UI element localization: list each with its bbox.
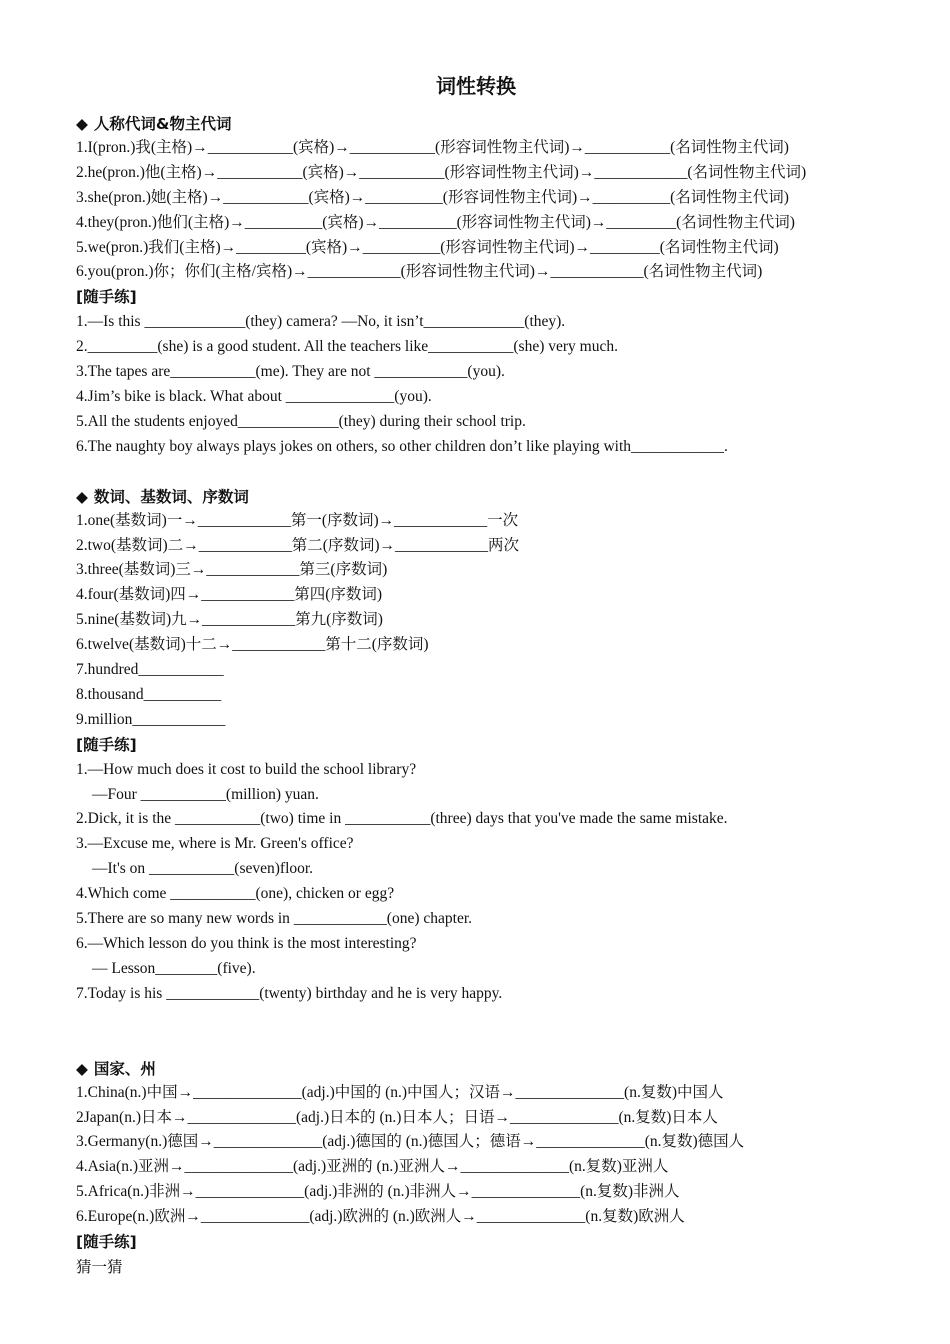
exercise-item: 5.Africa(n.)非洲→______________(adj.)非洲的 (n.)非洲人→______________(n.复数)非洲人	[76, 1183, 680, 1201]
practice-item: 2._________(she) is a good student. All the teachers like___________(she) very much.	[76, 338, 618, 356]
practice-intro: 猜一猜	[76, 1257, 123, 1276]
practice-item: 2.Dick, it is the ___________(two) time in ___________(three) days that you've made the same mistake.	[76, 810, 728, 828]
diamond-bullet-icon: ◆	[76, 115, 88, 133]
exercise-item: 4.Asia(n.)亚洲→______________(adj.)亚洲的 (n.)亚洲人→______________(n.复数)亚洲人	[76, 1158, 669, 1176]
practice-item-answer: —Four ___________(million) yuan.	[92, 785, 319, 803]
page-title: 词性转换	[436, 74, 516, 98]
section-heading-numerals	[76, 485, 876, 509]
exercise-item: 6.Europe(n.)欧洲→______________(adj.)欧洲的 (n.)欧洲人→______________(n.复数)欧洲人	[76, 1208, 685, 1226]
practice-item-answer: — Lesson________(five).	[92, 959, 256, 977]
spacer	[76, 460, 876, 485]
exercise-item: 3.three(基数词)三→____________第三(序数词)	[76, 561, 388, 579]
exercise-item: 2.he(pron.)他(主格)→___________(宾格)→___________(形容词性物主代词)→____________(名词性物主代词)	[76, 163, 807, 181]
exercise-item: 3.she(pron.)她(主格)→___________(宾格)→__________(形容词性物主代词)→__________(名词性物主代词)	[76, 188, 789, 206]
exercise-item: 4.four(基数词)四→____________第四(序数词)	[76, 586, 383, 604]
exercise-item: 6.you(pron.)你；你们(主格/宾格)→____________(形容词性物主代词)→____________(名词性物主代词)	[76, 263, 763, 281]
diamond-bullet-icon: ◆	[76, 487, 88, 506]
practice-item-answer: —It's on ___________(seven)floor.	[92, 860, 314, 878]
practice-label: [随手练]	[76, 735, 137, 754]
section-heading-text: 国家、州	[93, 1059, 156, 1078]
practice-item: 3.—Excuse me, where is Mr. Green's office?	[76, 835, 354, 853]
section-heading-countries	[76, 1057, 876, 1081]
diamond-bullet-icon: ◆	[76, 1059, 88, 1078]
section-heading-pronouns	[76, 112, 876, 136]
exercise-item: 9.million____________	[76, 710, 226, 728]
exercise-item: 7.hundred___________	[76, 661, 224, 679]
practice-item: 6.The naughty boy always plays jokes on others, so other children don’t like playing with____________.	[76, 437, 728, 455]
practice-item: 4.Which come ___________(one), chicken or egg?	[76, 885, 395, 903]
exercise-item: 3.Germany(n.)德国→______________(adj.)德国的 (n.)德国人；德语→______________(n.复数)德国人	[76, 1133, 745, 1151]
spacer	[76, 1007, 876, 1057]
worksheet-page	[76, 70, 876, 1280]
exercise-item: 2.two(基数词)二→____________第二(序数词)→____________两次	[76, 536, 520, 554]
exercise-item: 1.China(n.)中国→______________(adj.)中国的 (n.)中国人；汉语→______________(n.复数)中国人	[76, 1083, 724, 1101]
exercise-item: 2Japan(n.)日本→______________(adj.)日本的 (n.)日本人；日语→______________(n.复数)日本人	[76, 1108, 718, 1126]
practice-item: 3.The tapes are___________(me). They are not ____________(you).	[76, 363, 505, 381]
practice-item: 1.—How much does it cost to build the school library?	[76, 760, 417, 778]
section-heading-text: 数词、基数词、序数词	[93, 487, 249, 506]
practice-item: 1.—Is this _____________(they) camera? —No, it isn’t_____________(they).	[76, 313, 566, 331]
exercise-item: 5.nine(基数词)九→____________第九(序数词)	[76, 611, 383, 629]
exercise-item: 1.I(pron.)我(主格)→___________(宾格)→___________(形容词性物主代词)→___________(名词性物主代词)	[76, 139, 789, 156]
exercise-item: 5.we(pron.)我们(主格)→_________(宾格)→__________(形容词性物主代词)→_________(名词性物主代词)	[76, 238, 779, 256]
practice-item: 6.—Which lesson do you think is the most interesting?	[76, 934, 417, 952]
exercise-item: 6.twelve(基数词)十二→____________第十二(序数词)	[76, 636, 429, 654]
practice-label: [随手练]	[76, 288, 137, 307]
section-heading-text: 人称代词&物主代词	[93, 115, 232, 133]
practice-label: [随手练]	[76, 1232, 137, 1251]
practice-item: 5.There are so many new words in ____________(one) chapter.	[76, 910, 472, 928]
exercise-item: 8.thousand__________	[76, 685, 222, 703]
practice-item: 5.All the students enjoyed_____________(they) during their school trip.	[76, 412, 526, 430]
exercise-item: 4.they(pron.)他们(主格)→__________(宾格)→__________(形容词性物主代词)→_________(名词性物主代词)	[76, 213, 795, 231]
practice-item: 7.Today is his ____________(twenty) birthday and he is very happy.	[76, 984, 503, 1002]
practice-item: 4.Jim’s bike is black. What about ______________(you).	[76, 388, 432, 406]
exercise-item: 1.one(基数词)一→____________第一(序数词)→____________一次	[76, 511, 519, 529]
